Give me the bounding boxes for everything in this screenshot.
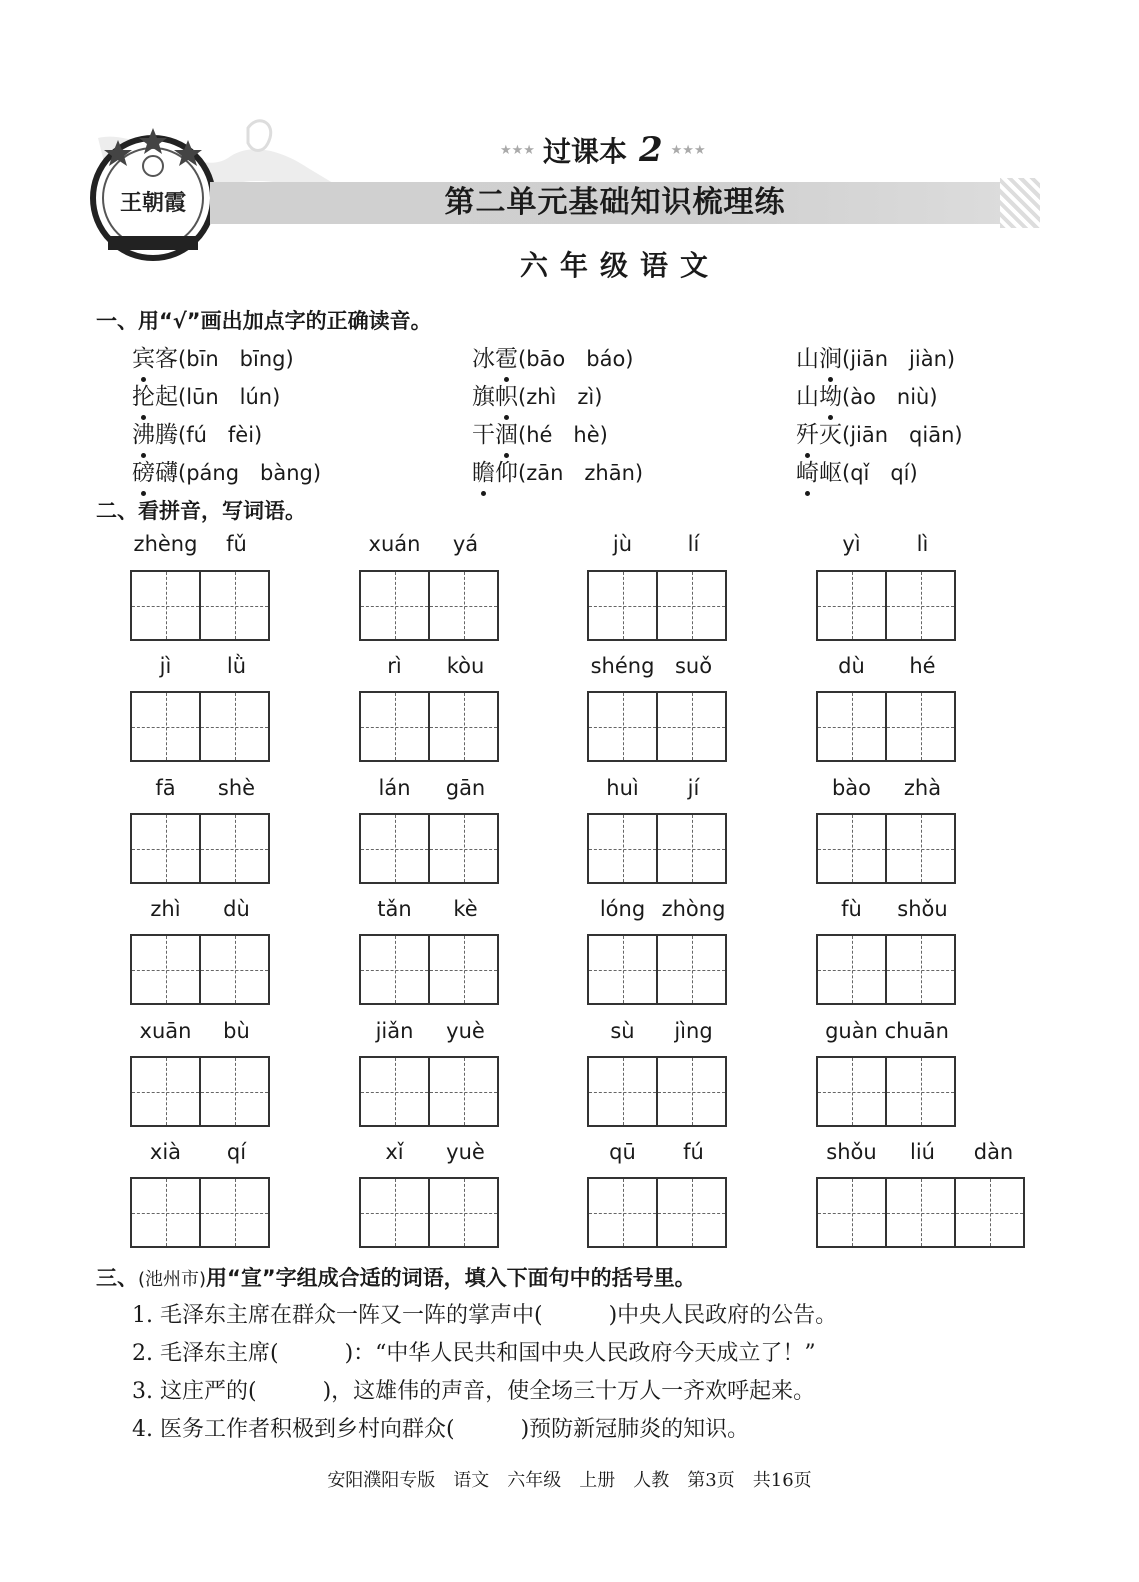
sentence-3: 3. 这庄严的( )，这雄伟的声音，使全场三十万人一齐欢呼起来。 xyxy=(132,1379,816,1404)
reading-item xyxy=(472,416,608,449)
reading-item xyxy=(472,454,643,487)
writing-cell[interactable] xyxy=(816,934,887,1005)
writing-cell[interactable] xyxy=(656,934,727,1005)
writing-grid[interactable] xyxy=(359,813,499,884)
writing-grid[interactable] xyxy=(816,1177,1025,1248)
book-title: 过课本 xyxy=(542,135,627,168)
pinyin-syllable: yì xyxy=(842,532,861,556)
section3-number: 三、 xyxy=(96,1266,138,1290)
pinyin-syllable: lóng xyxy=(599,897,646,921)
pinyin-syllable: bù xyxy=(223,1019,250,1043)
pinyin-syllable: zhòng xyxy=(661,897,726,921)
pinyin-label xyxy=(130,654,272,678)
writing-cell[interactable] xyxy=(130,1056,201,1127)
pinyin-syllable: huì xyxy=(606,776,639,800)
pinyin-label xyxy=(359,1140,501,1164)
pinyin-label xyxy=(587,654,729,678)
pinyin-syllable: xuán xyxy=(368,532,421,556)
writing-cell[interactable] xyxy=(359,1056,430,1127)
publisher-logo-icon xyxy=(78,118,228,268)
pinyin-syllable: zhà xyxy=(903,776,942,800)
dotted-char: 沸 xyxy=(132,416,155,449)
word-char: 山 xyxy=(796,346,819,372)
writing-cell[interactable] xyxy=(359,1177,430,1248)
writing-cell[interactable] xyxy=(587,934,658,1005)
pinyin-options: (zhì zì) xyxy=(518,385,603,409)
writing-cell[interactable] xyxy=(587,1177,658,1248)
writing-cell[interactable] xyxy=(359,934,430,1005)
section3-source: (池州市) xyxy=(138,1269,207,1290)
pinyin-syllable: guàn chuān xyxy=(825,1019,949,1043)
writing-grid[interactable] xyxy=(359,691,499,762)
pinyin-label xyxy=(816,654,958,678)
pinyin-options: (zān zhān) xyxy=(518,461,644,485)
reading-item xyxy=(796,378,938,411)
writing-cell[interactable] xyxy=(954,1177,1025,1248)
writing-cell[interactable] xyxy=(587,813,658,884)
section3-heading xyxy=(96,1262,696,1292)
writing-cell[interactable] xyxy=(587,570,658,641)
pinyin-syllable: gān xyxy=(445,776,486,800)
pinyin-syllable: qí xyxy=(226,1140,247,1164)
dotted-char: 瞻 xyxy=(472,454,495,487)
reading-item xyxy=(472,378,602,411)
writing-grid[interactable] xyxy=(587,934,727,1005)
pinyin-syllable: lǜ xyxy=(226,654,247,678)
writing-grid[interactable] xyxy=(359,570,499,641)
reading-item xyxy=(132,378,280,411)
pinyin-label xyxy=(816,1019,958,1043)
writing-cell[interactable] xyxy=(199,691,270,762)
writing-grid[interactable] xyxy=(587,1056,727,1127)
pinyin-options: (lūn lún) xyxy=(178,385,281,409)
writing-cell[interactable] xyxy=(130,1177,201,1248)
pinyin-syllable: fā xyxy=(155,776,176,800)
stars-right: ★★★ xyxy=(670,142,706,158)
dotted-char: 帜 xyxy=(495,378,518,411)
pinyin-syllable: tǎn xyxy=(377,897,412,921)
writing-cell[interactable] xyxy=(199,1177,270,1248)
dotted-char: 雹 xyxy=(495,340,518,373)
pinyin-label xyxy=(130,776,272,800)
page-title: 第二单元基础知识梳理练 xyxy=(444,185,786,220)
writing-cell[interactable] xyxy=(816,1177,887,1248)
reading-item xyxy=(132,416,262,449)
writing-grid[interactable] xyxy=(816,934,956,1005)
writing-cell[interactable] xyxy=(199,570,270,641)
writing-cell[interactable] xyxy=(359,813,430,884)
pinyin-syllable: jiǎn xyxy=(375,1019,414,1043)
pinyin-options: (jiān jiàn) xyxy=(842,347,956,371)
grade-subject-title: 六年级语文 xyxy=(519,249,720,282)
pinyin-syllable: jì xyxy=(159,654,172,678)
writing-cell[interactable] xyxy=(130,570,201,641)
writing-grid[interactable] xyxy=(130,1177,270,1248)
writing-grid[interactable] xyxy=(130,1056,270,1127)
pinyin-syllable: fú xyxy=(683,1140,704,1164)
pinyin-label xyxy=(587,1140,729,1164)
pinyin-syllable: shǒu xyxy=(897,897,948,921)
pinyin-label xyxy=(816,1140,1029,1164)
writing-grid[interactable] xyxy=(816,691,956,762)
pinyin-syllable: liú xyxy=(910,1140,935,1164)
word-char: 干 xyxy=(472,422,495,448)
pinyin-syllable: dàn xyxy=(973,1140,1014,1164)
writing-cell[interactable] xyxy=(199,1056,270,1127)
writing-cell[interactable] xyxy=(359,691,430,762)
logo-text: 王朝霞 xyxy=(119,190,187,216)
writing-grid[interactable] xyxy=(130,570,270,641)
pinyin-syllable: jí xyxy=(687,776,700,800)
writing-cell[interactable] xyxy=(428,570,499,641)
writing-cell[interactable] xyxy=(816,570,887,641)
writing-cell[interactable] xyxy=(428,1056,499,1127)
pinyin-syllable: sù xyxy=(610,1019,635,1043)
pinyin-syllable: suǒ xyxy=(674,654,713,678)
dotted-char: 磅 xyxy=(132,454,155,487)
pinyin-syllable: shéng xyxy=(590,654,655,678)
pinyin-label xyxy=(816,776,958,800)
writing-cell[interactable] xyxy=(885,691,956,762)
pinyin-syllable: bào xyxy=(831,776,872,800)
writing-grid[interactable] xyxy=(816,1056,956,1127)
pinyin-label xyxy=(816,532,958,556)
writing-cell[interactable] xyxy=(428,934,499,1005)
pinyin-syllable: shè xyxy=(217,776,256,800)
section1-heading: 一、用“√”画出加点字的正确读音。 xyxy=(96,309,432,333)
pinyin-label xyxy=(359,654,501,678)
writing-cell[interactable] xyxy=(130,813,201,884)
writing-grid[interactable] xyxy=(587,1177,727,1248)
writing-cell[interactable] xyxy=(656,1177,727,1248)
pinyin-options: (jiān qiān) xyxy=(842,423,963,447)
pinyin-syllable: yá xyxy=(452,532,479,556)
pinyin-syllable: zhèng xyxy=(133,532,198,556)
writing-cell[interactable] xyxy=(656,1056,727,1127)
pinyin-syllable: lán xyxy=(378,776,411,800)
pinyin-syllable: jìng xyxy=(674,1019,713,1043)
section2-heading: 二、看拼音，写词语。 xyxy=(96,499,306,523)
pinyin-syllable: xuān xyxy=(139,1019,192,1043)
pinyin-options: (fú fèi) xyxy=(178,423,263,447)
reading-item xyxy=(132,454,321,487)
reading-item xyxy=(472,340,633,373)
dotted-char: 崎 xyxy=(796,454,819,487)
pinyin-syllable: shǒu xyxy=(826,1140,877,1164)
pinyin-options: (qǐ qí) xyxy=(842,461,918,485)
pinyin-syllable: dù xyxy=(838,654,865,678)
word-char: 山 xyxy=(796,384,819,410)
word-char: 仰 xyxy=(495,460,518,486)
writing-cell[interactable] xyxy=(656,813,727,884)
writing-grid[interactable] xyxy=(587,570,727,641)
pinyin-syllable: yuè xyxy=(446,1140,485,1164)
book-number: 2 xyxy=(638,130,663,170)
dotted-char: 坳 xyxy=(819,378,842,411)
pinyin-syllable: kòu xyxy=(446,654,485,678)
dotted-char: 歼 xyxy=(796,416,819,449)
reading-item xyxy=(796,340,955,373)
writing-cell[interactable] xyxy=(885,1056,956,1127)
writing-grid[interactable] xyxy=(587,813,727,884)
sentence-2: 2. 毛泽东主席( )：“中华人民共和国中央人民政府今天成立了！” xyxy=(132,1341,816,1366)
pinyin-options: (bāo báo) xyxy=(518,347,634,371)
word-char: 冰 xyxy=(472,346,495,372)
pinyin-label xyxy=(130,897,272,921)
writing-cell[interactable] xyxy=(656,570,727,641)
writing-cell[interactable] xyxy=(130,691,201,762)
pinyin-syllable: fù xyxy=(841,897,862,921)
pinyin-label xyxy=(359,776,501,800)
pinyin-syllable: lí xyxy=(687,532,700,556)
pinyin-label xyxy=(130,532,272,556)
pinyin-label xyxy=(587,776,729,800)
book-series-title xyxy=(500,130,706,170)
pinyin-label xyxy=(587,897,729,921)
pinyin-options: (páng bàng) xyxy=(178,461,322,485)
pinyin-syllable: zhì xyxy=(150,897,181,921)
dotted-char: 涧 xyxy=(819,340,842,373)
writing-cell[interactable] xyxy=(199,934,270,1005)
pinyin-syllable: lì xyxy=(916,532,929,556)
word-char: 礴 xyxy=(155,460,178,486)
word-char: 起 xyxy=(155,384,178,410)
writing-cell[interactable] xyxy=(428,1177,499,1248)
page-footer: 安阳濮阳专版 语文 六年级 上册 人教 第3页 共16页 xyxy=(327,1470,812,1491)
pinyin-options: (bīn bīng) xyxy=(178,347,294,371)
writing-cell[interactable] xyxy=(885,570,956,641)
writing-cell[interactable] xyxy=(428,813,499,884)
pinyin-syllable: kè xyxy=(453,897,478,921)
writing-cell[interactable] xyxy=(656,691,727,762)
writing-grid[interactable] xyxy=(130,813,270,884)
dotted-char: 宾 xyxy=(132,340,155,373)
pinyin-syllable: yuè xyxy=(446,1019,485,1043)
writing-grid[interactable] xyxy=(359,934,499,1005)
pinyin-syllable: fǔ xyxy=(226,532,247,556)
pinyin-label xyxy=(359,532,501,556)
pinyin-label xyxy=(130,1140,272,1164)
dotted-char: 涸 xyxy=(495,416,518,449)
writing-cell[interactable] xyxy=(199,813,270,884)
pinyin-syllable: hé xyxy=(909,654,936,678)
pinyin-label xyxy=(359,1019,501,1043)
writing-cell[interactable] xyxy=(130,934,201,1005)
writing-grid[interactable] xyxy=(359,1177,499,1248)
pinyin-syllable: jù xyxy=(612,532,633,556)
writing-cell[interactable] xyxy=(885,1177,956,1248)
reading-item xyxy=(796,416,963,449)
sentence-1: 1. 毛泽东主席在群众一阵又一阵的掌声中( )中央人民政府的公告。 xyxy=(132,1303,838,1328)
writing-cell[interactable] xyxy=(885,934,956,1005)
writing-grid[interactable] xyxy=(587,691,727,762)
pinyin-syllable: dù xyxy=(223,897,250,921)
writing-grid[interactable] xyxy=(816,813,956,884)
writing-grid[interactable] xyxy=(816,570,956,641)
word-char: 灭 xyxy=(819,422,842,448)
pinyin-syllable: qū xyxy=(609,1140,636,1164)
writing-cell[interactable] xyxy=(359,570,430,641)
word-char: 旗 xyxy=(472,384,495,410)
reading-item xyxy=(132,340,294,373)
reading-item xyxy=(796,454,918,487)
pinyin-label xyxy=(816,897,958,921)
word-char: 岖 xyxy=(819,460,842,486)
title-band-pattern xyxy=(1000,178,1040,228)
writing-cell[interactable] xyxy=(885,813,956,884)
writing-cell[interactable] xyxy=(587,1056,658,1127)
writing-cell[interactable] xyxy=(816,813,887,884)
word-char: 腾 xyxy=(155,422,178,448)
sentence-4: 4. 医务工作者积极到乡村向群众( )预防新冠肺炎的知识。 xyxy=(132,1417,750,1442)
pinyin-syllable: rì xyxy=(387,654,402,678)
pinyin-options: (hé hè) xyxy=(518,423,608,447)
pinyin-syllable: xǐ xyxy=(385,1140,404,1164)
word-char: 客 xyxy=(155,346,178,372)
writing-cell[interactable] xyxy=(816,691,887,762)
writing-cell[interactable] xyxy=(816,1056,887,1127)
pinyin-label xyxy=(130,1019,272,1043)
pinyin-label xyxy=(359,897,501,921)
writing-cell[interactable] xyxy=(587,691,658,762)
pinyin-label xyxy=(587,532,729,556)
stars-left: ★★★ xyxy=(500,142,535,158)
writing-cell[interactable] xyxy=(428,691,499,762)
writing-grid[interactable] xyxy=(130,934,270,1005)
pinyin-label xyxy=(587,1019,729,1043)
writing-grid[interactable] xyxy=(130,691,270,762)
pinyin-options: (ào niù) xyxy=(842,385,938,409)
dotted-char: 抡 xyxy=(132,378,155,411)
pinyin-syllable: xià xyxy=(149,1140,182,1164)
section3-instruction: 用“宣”字组成合适的词语，填入下面句中的括号里。 xyxy=(206,1266,696,1290)
writing-grid[interactable] xyxy=(359,1056,499,1127)
